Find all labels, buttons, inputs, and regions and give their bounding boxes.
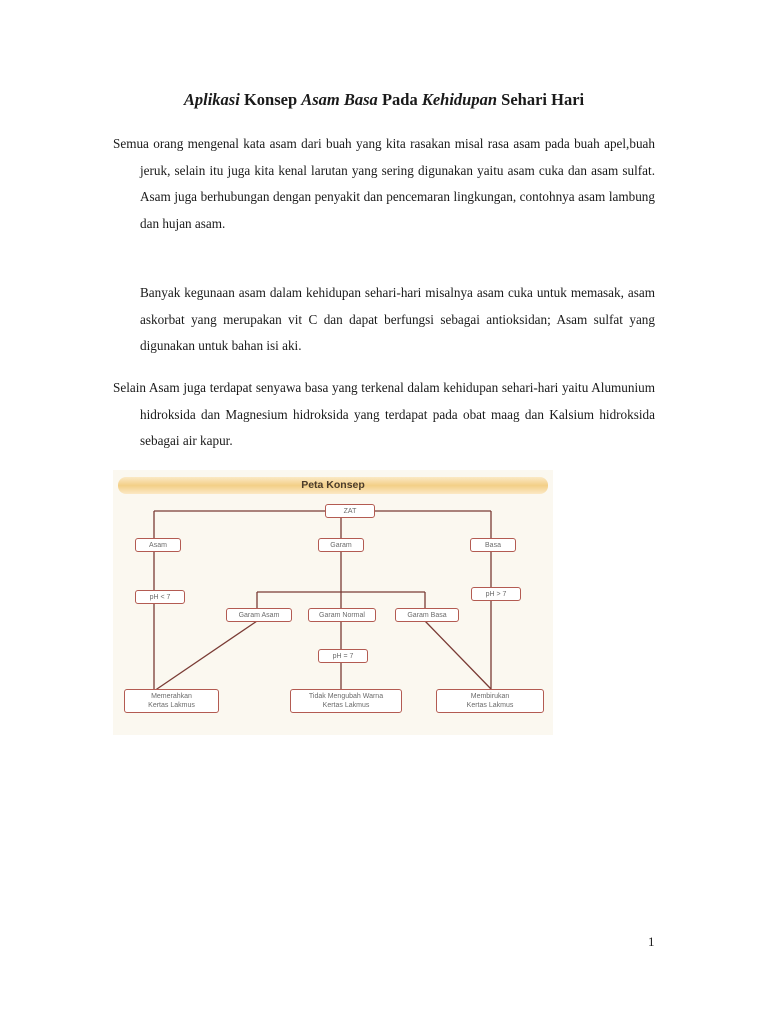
paragraph-2: Banyak kegunaan asam dalam kehidupan sehari-hari misalnya asam cuka untuk memasak, asam askorbat yang merupakan vit C dan dapat berfungsi sebagai antioksidan; Asam sulfat yang digunakan untuk bahan isi aki. bbox=[140, 285, 655, 353]
node-tidak-mengubah-line2: Kertas Lakmus bbox=[322, 702, 370, 709]
concept-map-title: Peta Konsep bbox=[301, 479, 365, 491]
node-zat: ZAT bbox=[325, 504, 375, 518]
node-garam: Garam bbox=[318, 538, 364, 552]
node-garam-basa: Garam Basa bbox=[395, 608, 459, 622]
title-konsep: Konsep bbox=[239, 90, 302, 109]
node-memerahkan bbox=[124, 689, 219, 713]
node-garam-asam: Garam Asam bbox=[226, 608, 292, 622]
title-pada: Pada bbox=[377, 90, 422, 109]
node-tidak-mengubah-line1: Tidak Mengubah Warna bbox=[308, 693, 384, 700]
document-title bbox=[0, 90, 768, 110]
paragraph-3: Selain Asam juga terdapat senyawa basa yang terkenal dalam kehidupan sehari-hari yaitu Alumunium hidroksida dan Magnesium hidroksida yang terdapat pada obat maag dan Kalsium hidroksida sebagai air kapur. bbox=[113, 380, 655, 448]
node-ph-lt7: pH < 7 bbox=[135, 590, 185, 604]
node-tidak-mengubah bbox=[290, 689, 402, 713]
page-number: 1 bbox=[648, 934, 655, 949]
node-membirukan-line2: Kertas Lakmus bbox=[466, 702, 514, 709]
node-membirukan-line1: Membirukan bbox=[470, 693, 510, 700]
paragraph-1: Semua orang mengenal kata asam dari buah yang kita rasakan misal rasa asam pada buah apel,buah jeruk, selain itu juga kita kenal larutan yang sering digunakan yaitu asam cuka dan asam sulfat. Asam juga berhubungan dengan penyakit dan pencemaran lingkungan, contohnya asam lambung dan hujan asam. bbox=[113, 136, 655, 231]
title-italic-kehidupan: Kehidupan bbox=[421, 90, 498, 109]
node-garam-normal: Garam Normal bbox=[308, 608, 376, 622]
concept-map bbox=[113, 470, 553, 735]
title-italic-asam-basa: Asam Basa bbox=[301, 90, 378, 109]
node-memerahkan-line2: Kertas Lakmus bbox=[148, 702, 195, 709]
node-ph-gt7: pH > 7 bbox=[471, 587, 521, 601]
title-sehari-hari: Sehari Hari bbox=[497, 90, 585, 109]
node-membirukan bbox=[436, 689, 544, 713]
node-basa: Basa bbox=[470, 538, 516, 552]
node-memerahkan-line1: Memerahkan bbox=[151, 693, 192, 700]
title-italic-aplikasi: Aplikasi bbox=[183, 90, 240, 109]
node-asam: Asam bbox=[135, 538, 181, 552]
node-ph-eq7: pH = 7 bbox=[318, 649, 368, 663]
